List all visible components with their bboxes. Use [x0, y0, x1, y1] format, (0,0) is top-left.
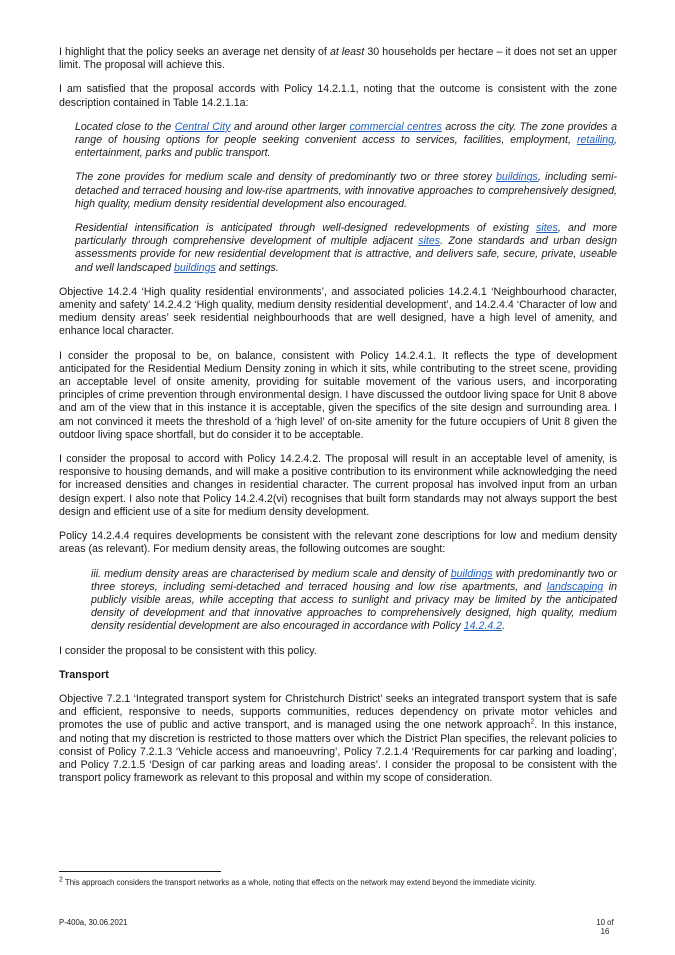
text: with predominantly two or three storeys, including semi-detached and terraced housing and low rise apartments, and — [91, 567, 618, 593]
footer-doc-ref: P-400a, 30.06.2021 — [59, 918, 128, 927]
text: , entertainment, parks and public transport. — [75, 134, 617, 160]
text: in publicly visible areas, while accepting that access to sunlight and privacy may be limited by the anticipated density of development and that innovative approaches to comprehensively designed, high quality, medium density residential development are also encouraged in accordance with Policy — [91, 580, 617, 633]
link-policy-14-2-4-2[interactable]: 14.2.4.2 — [463, 620, 503, 633]
paragraph-policy-14-2-4-2: I consider the proposal to accord with Policy 14.2.4.2. The proposal will result in an acceptable level of amenity, is responsive to housing demands, and will make a positive contribution to its environment while acknowledging the need for increased densities and changes in residential character. The current proposal has involved input from an urban design expert. I also note that Policy 14.2.4.2(vi) recognises that built form standards may not always support the best design and efficient use of a site for medium density development. — [59, 453, 617, 518]
link-sites-2[interactable]: sites — [418, 235, 441, 248]
text: , including semi-detached and terraced housing and low-rise apartments, with innovative approaches to comprehensively designed, high quality, medium density residential development also encouraged. — [75, 171, 618, 210]
text: across the city. The zone provides a range of housing options for people seeking convenient access to services, facilities, employment, — [75, 120, 618, 147]
paragraph-objective-7-2-1 — [59, 693, 617, 785]
text: . — [502, 620, 506, 633]
text: . In this instance, and noting that my discretion is restricted to those matters over which the District Plan specifies, the relevant policies to consist of Policy 7.2.1.3 ‘Vehicle access and manoeuvring’, Policy 7.2.1.4 ‘Requirements for car parking and loading’, and Policy 7.2.1.5 ‘Design of car parking areas and loading areas’. I consider the proposal to be consistent with the transport policy framework as relevant to this proposal and within my scope of consideration. — [59, 719, 617, 785]
quote-zone-description-3 — [75, 222, 617, 275]
paragraph-policy-14-2-1-1: I am satisfied that the proposal accords with Policy 14.2.1.1, noting that the outcome is consistent with the zone description contained in Table 14.2.1.1a: — [59, 83, 617, 109]
text: Located close to the — [75, 120, 175, 133]
link-buildings-2[interactable]: buildings — [173, 261, 216, 274]
text: iii. medium density areas are characterised by medium scale and density of — [91, 567, 451, 580]
link-buildings-3[interactable]: buildings — [450, 567, 493, 580]
link-sites[interactable]: sites — [536, 222, 558, 235]
text: and settings. — [215, 261, 279, 274]
quote-zone-description-1 — [75, 121, 617, 161]
link-commercial-centres[interactable]: commercial centres — [349, 120, 442, 133]
footnote-text: This approach considers the transport networks as a whole, noting that effects on the network may extend beyond the immediate vicinity. — [62, 878, 537, 887]
text: Objective 7.2.1 ‘Integrated transport system for Christchurch District’ seeks an integrated transport system that is safe and efficient, responsive to needs, supports communities, reduces dependency on private motor vehicles and promotes the use of public and active transport, and is managed using the one network approach — [59, 692, 617, 732]
text: The zone provides for medium scale and density of predominantly two or three storey — [75, 171, 497, 184]
heading-transport: Transport — [59, 668, 109, 681]
page-number-line2: 16 — [600, 927, 610, 936]
paragraph-policy-14-2-4-4: Policy 14.2.4.4 requires developments be consistent with the relevant zone descriptions for low and medium density areas (as relevant). For medium density areas, the following outcomes are sought: — [59, 530, 617, 556]
link-buildings[interactable]: buildings — [496, 171, 538, 184]
paragraph-objective-14-2-4: Objective 14.2.4 ‘High quality residential environments’, and associated policies 14.2.4.1 ‘Neighbourhood character, amenity and safety’ 14.2.4.2 ‘High quality, medium density residential development’, and 14.2.4.4 ‘Character of low and medium density areas’ seek residential neighbourhoods that are well designed, have a high level of amenity, and enhance local character. — [59, 285, 617, 338]
page-number-line1: 10 of — [596, 918, 614, 927]
footnote-number: 2 — [59, 876, 63, 884]
footer-page-number — [590, 918, 620, 936]
footnote — [59, 878, 629, 888]
text: Residential intensification is anticipated through well-designed redevelopments of existing — [75, 222, 537, 235]
link-retailing[interactable]: retailing — [576, 134, 615, 147]
paragraph-density — [59, 46, 617, 72]
paragraph-consistent: I consider the proposal to be consistent with this policy. — [59, 644, 317, 657]
paragraph-policy-14-2-4-1: I consider the proposal to be, on balance, consistent with Policy 14.2.4.1. It reflects the type of development anticipated for the Residential Medium Density zoning in which it sits, while contributing to the street scene, providing an acceptable level of onsite amenity, providing for suitable movement of the various users, and incorporating principles of crime prevention through environmental design. I have discussed the outdoor living space for Unit 8 above and am of the view that in this instance it is acceptable, given the specifics of the site design and surrounding area. I am not convinced it meets the threshold of a ‘high level’ of on-site amenity for the future occupiers of Unit 8 given the outdoor living space shortfall, but do consider it to be acceptable. — [59, 349, 617, 441]
quote-zone-description-2 — [75, 171, 617, 211]
footnote-divider — [59, 871, 221, 872]
link-landscaping[interactable]: landscaping — [546, 580, 604, 593]
link-central-city[interactable]: Central City — [174, 120, 231, 133]
text: 30 households per hectare – it does not set an upper limit. The proposal will achieve this. — [59, 46, 617, 72]
quote-medium-density-outcome — [91, 568, 617, 634]
text: and around other larger — [230, 120, 350, 133]
text: , and more particularly through comprehensive development of multiple adjacent — [75, 222, 617, 248]
emphasis: at least — [329, 46, 365, 58]
text: I highlight that the policy seeks an average net density of — [59, 46, 330, 58]
text: . Zone standards and urban design assessments provide for new residential development that is attractive, and delivers safe, secure, private, useable and well landscaped — [75, 235, 617, 274]
document-body — [59, 46, 617, 796]
footnote-ref[interactable]: 2 — [530, 718, 535, 726]
